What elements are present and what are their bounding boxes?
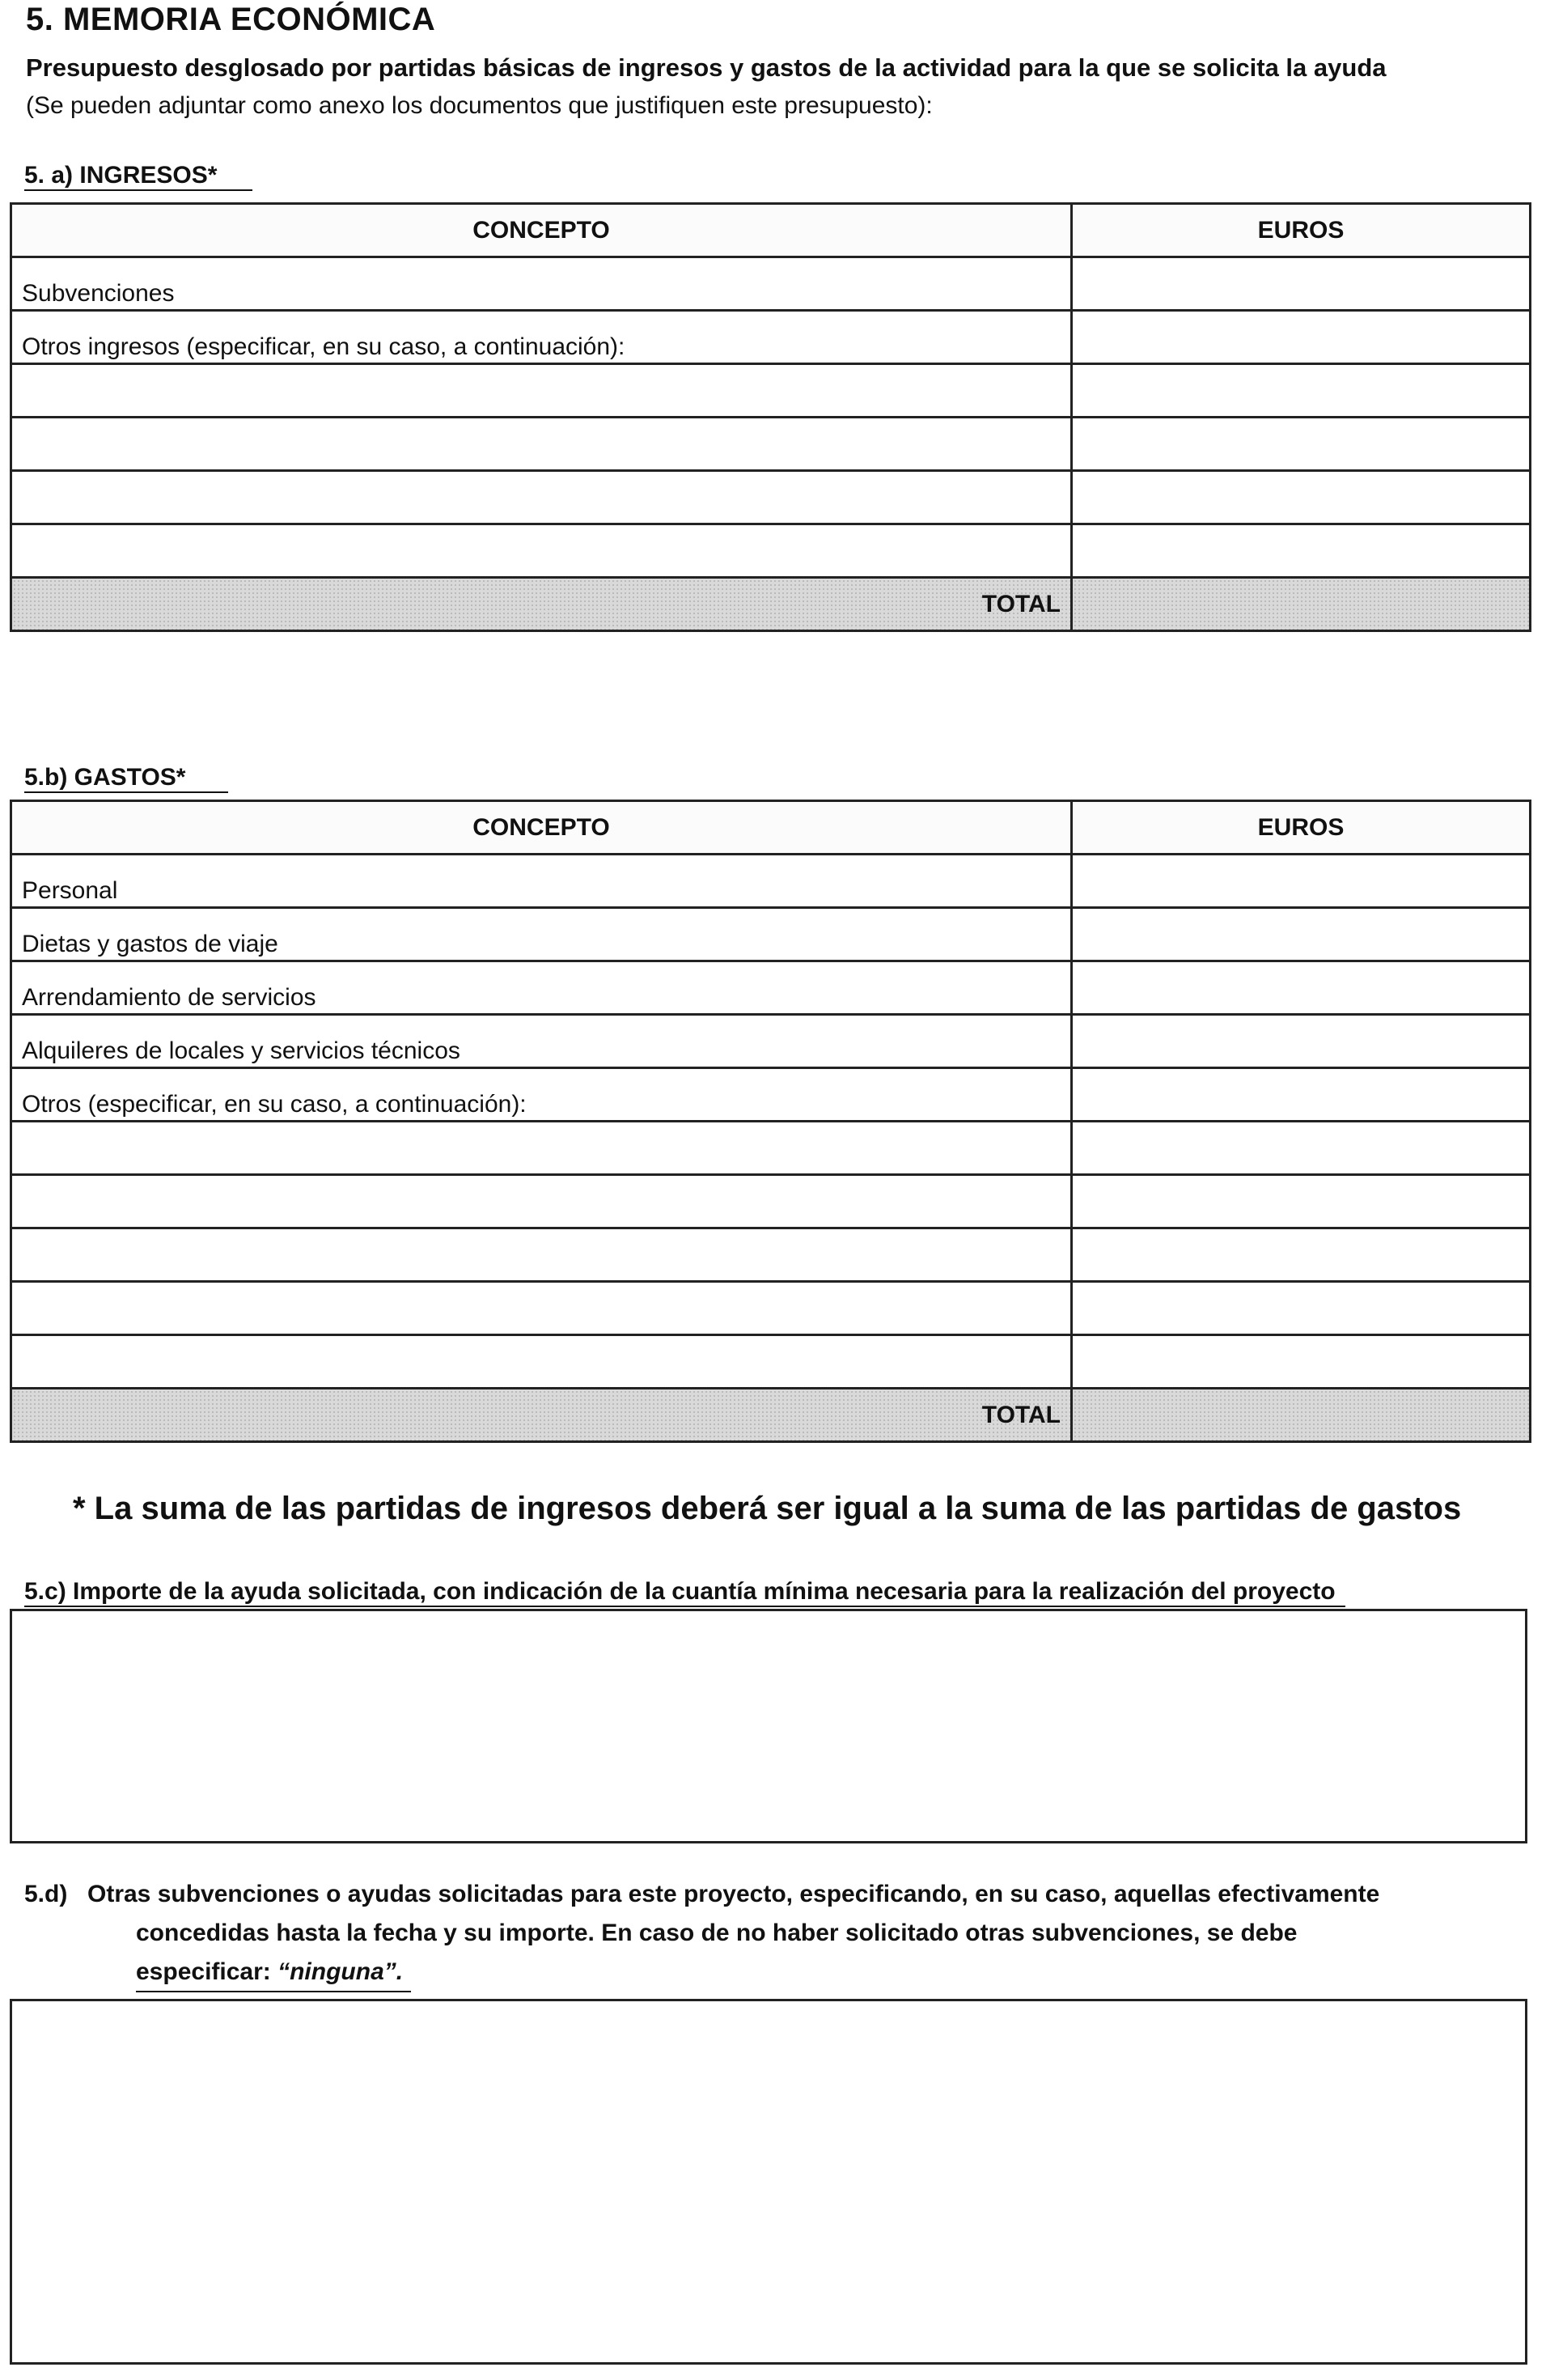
ingresos-section-label: 5. a) INGRESOS* — [24, 162, 252, 191]
table-row — [11, 1068, 1531, 1122]
gastos-row-concept-input[interactable] — [11, 1228, 1072, 1282]
gastos-row-euros-input[interactable] — [1072, 1282, 1531, 1335]
table-row — [11, 1282, 1531, 1335]
ingresos-row-concept-input[interactable] — [11, 524, 1072, 578]
table-row — [11, 1175, 1531, 1228]
gastos-row-concept: Alquileres de locales y servicios técnicos — [11, 1015, 1072, 1068]
gastos-row-euros-input[interactable] — [1072, 855, 1531, 908]
ingresos-row-euros-input[interactable] — [1072, 471, 1531, 524]
gastos-row-concept-input[interactable] — [11, 1175, 1072, 1228]
ingresos-row-euros-input[interactable] — [1072, 311, 1531, 364]
table-row — [11, 257, 1531, 311]
section-d-number: 5.d) — [24, 1881, 68, 1907]
ingresos-header-row — [11, 204, 1531, 257]
gastos-row-concept: Dietas y gastos de viaje — [11, 908, 1072, 961]
gastos-total-label: TOTAL — [11, 1389, 1072, 1442]
gastos-row-euros-input[interactable] — [1072, 961, 1531, 1015]
gastos-row-concept-input[interactable] — [11, 1335, 1072, 1389]
ingresos-total-label: TOTAL — [11, 578, 1072, 631]
table-row — [11, 1015, 1531, 1068]
gastos-col-euros: EUROS — [1072, 801, 1531, 855]
gastos-row-euros-input[interactable] — [1072, 1068, 1531, 1122]
ingresos-col-concept: CONCEPTO — [11, 204, 1072, 257]
section-d-text-3 — [136, 1954, 411, 1992]
table-row — [11, 961, 1531, 1015]
ingresos-row-euros-input[interactable] — [1072, 257, 1531, 311]
section-c-label: 5.c) Importe de la ayuda solicitada, con indicación de la cuantía mínima necesaria para la realización del proyecto — [24, 1578, 1345, 1607]
section-d-ninguna: “ninguna”. — [277, 1958, 404, 1985]
gastos-section-label: 5.b) GASTOS* — [24, 764, 228, 793]
ingresos-row-euros-input[interactable] — [1072, 418, 1531, 471]
gastos-total-input[interactable] — [1072, 1389, 1531, 1442]
section-d-text-1: Otras subvenciones o ayudas solicitadas para este proyecto, especificando, en su caso, aquellas efectivamente — [87, 1881, 1380, 1907]
gastos-row-concept: Personal — [11, 855, 1072, 908]
ingresos-row-concept-input[interactable] — [11, 471, 1072, 524]
table-row — [11, 311, 1531, 364]
gastos-row-euros-input[interactable] — [1072, 1175, 1531, 1228]
gastos-total-row — [11, 1389, 1531, 1442]
gastos-row-concept: Arrendamiento de servicios — [11, 961, 1072, 1015]
page-title: 5. MEMORIA ECONÓMICA — [26, 2, 436, 37]
ingresos-row-concept-input[interactable] — [11, 364, 1072, 418]
ingresos-row-concept: Subvenciones — [11, 257, 1072, 311]
ingresos-row-euros-input[interactable] — [1072, 364, 1531, 418]
page-subtitle: Presupuesto desglosado por partidas básicas de ingresos y gastos de la actividad para la que se solicita la ayuda — [26, 53, 1387, 82]
table-row — [11, 524, 1531, 578]
gastos-header-row — [11, 801, 1531, 855]
gastos-row-concept-input[interactable] — [11, 1282, 1072, 1335]
ingresos-col-euros: EUROS — [1072, 204, 1531, 257]
table-row — [11, 1335, 1531, 1389]
table-row — [11, 418, 1531, 471]
gastos-row-euros-input[interactable] — [1072, 1015, 1531, 1068]
gastos-row-concept-input[interactable] — [11, 1122, 1072, 1175]
ingresos-row-concept: Otros ingresos (especificar, en su caso, a continuación): — [11, 311, 1072, 364]
ingresos-total-row — [11, 578, 1531, 631]
gastos-col-concept: CONCEPTO — [11, 801, 1072, 855]
table-row — [11, 471, 1531, 524]
ingresos-row-euros-input[interactable] — [1072, 524, 1531, 578]
ingresos-total-input[interactable] — [1072, 578, 1531, 631]
section-d-text-2: concedidas hasta la fecha y su importe. En caso de no haber solicitado otras subvenciones, se debe — [136, 1920, 1298, 1946]
ingresos-table — [10, 202, 1531, 632]
section-d-input[interactable] — [10, 1999, 1527, 2365]
gastos-table — [10, 800, 1531, 1443]
gastos-row-euros-input[interactable] — [1072, 1228, 1531, 1282]
section-c-input[interactable] — [10, 1609, 1527, 1843]
table-row — [11, 364, 1531, 418]
table-row — [11, 908, 1531, 961]
section-d-specify: especificar: — [136, 1958, 271, 1985]
page-note: (Se pueden adjuntar como anexo los documentos que justifiquen este presupuesto): — [26, 92, 933, 119]
sum-warning: * La suma de las partidas de ingresos deberá ser igual a la suma de las partidas de gastos — [73, 1491, 1462, 1526]
table-row — [11, 855, 1531, 908]
gastos-row-euros-input[interactable] — [1072, 1335, 1531, 1389]
table-row — [11, 1228, 1531, 1282]
gastos-row-euros-input[interactable] — [1072, 908, 1531, 961]
gastos-row-euros-input[interactable] — [1072, 1122, 1531, 1175]
table-row — [11, 1122, 1531, 1175]
ingresos-row-concept-input[interactable] — [11, 418, 1072, 471]
gastos-row-concept: Otros (especificar, en su caso, a continuación): — [11, 1068, 1072, 1122]
